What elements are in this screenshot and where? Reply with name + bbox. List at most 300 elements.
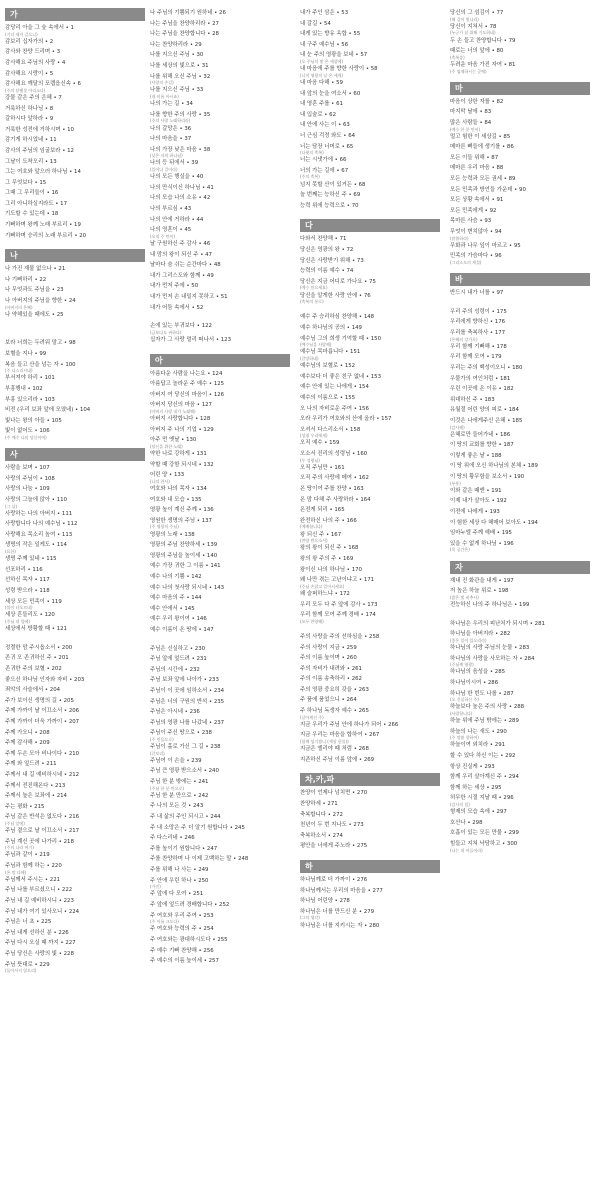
song-entry: 주님이 주신 땅으로 • 238: [150, 730, 212, 737]
song-entry: 선하신 목자 • 117: [5, 577, 50, 584]
song-entry: 예수 안에 있는 나에게 • 154: [300, 384, 369, 391]
song-entry: 감사와 찬양 드리며 • 3: [5, 49, 61, 56]
song-subtitle: (좋은 일이 있으리라): [450, 637, 487, 643]
song-entry: 나를 지으신 주님 • 30: [150, 52, 204, 59]
song-entry: 두 손 들고 찬양합니다 • 79: [450, 37, 516, 44]
section-header: 아: [150, 354, 290, 367]
song-entry: 함께 우리 살아계신 주 • 294: [450, 774, 519, 781]
song-entry: 아름다운 사람을 나는요 • 124: [150, 370, 223, 377]
song-subtitle: (성령 우리에게): [300, 433, 328, 439]
song-entry: 사랑합니다 나의 예수님 • 112: [5, 521, 78, 528]
song-entry: 하늘보다 높은 주의 사랑 • 288: [450, 704, 525, 711]
song-entry: 사랑의 그늘에 앉아 • 110: [5, 496, 67, 503]
song-entry: 생명의 작은 일케도 • 114: [5, 542, 67, 549]
song-subtitle: (예수님을 사랑해): [300, 342, 332, 348]
song-entry: 우리 모두 다 주 앞에 감사 • 173: [300, 601, 378, 608]
song-entry: 주님의 시간에 • 232: [150, 666, 200, 673]
index-section: [450, 561, 590, 611]
song-subtitle: (주의 사랑 노래하리라): [150, 118, 191, 124]
song-entry: 내 영혼 주를 • 61: [300, 101, 343, 108]
song-subtitle: (그리스도의 계절): [450, 260, 482, 265]
song-entry: 주님 같은 반석은 없도다 • 216: [5, 814, 80, 821]
song-entry: 이 험한 세상 다 헤매어 보아도 • 194: [450, 519, 538, 526]
song-subtitle: (가진): [150, 884, 161, 890]
song-entry: 주 다스리네 • 246: [150, 835, 195, 842]
song-entry: 나의 만식이신 하나님 • 41: [150, 184, 214, 191]
song-subtitle: (갈망하네): [300, 355, 319, 361]
song-entry: 우리 함께 모여 주께 경배 • 174: [300, 612, 376, 619]
song-entry: 주 하나님 독생자 예수 • 265: [300, 708, 369, 715]
song-entry: 주를 찬양하며 나 이제 고백하는 말 • 248: [150, 856, 249, 863]
song-entry: 나 약해있을 때에도 • 25: [5, 311, 64, 318]
song-entry: 무화과 나무 잎이 마르고 • 95: [450, 242, 521, 249]
song-entry: 오소서 진리의 성령님 • 160: [300, 451, 368, 458]
song-entry: 주께 가까이 더욱 가까이 • 207: [5, 718, 80, 725]
song-subtitle: (갈보리): [150, 750, 165, 756]
song-entry: 십자가 그 사랑 멀리 떠나서 • 123: [150, 336, 232, 343]
song-entry: 나의 안에 거하라 • 44: [150, 216, 204, 223]
song-entry: 힘들고 지쳐 낙담하고 • 300: [450, 840, 518, 847]
song-entry: 이전에 나에게 • 193: [450, 509, 500, 516]
song-entry: 주님이 이 곳에 임하소서 • 234: [150, 687, 225, 694]
song-entry: 주님은 아시네 • 236: [150, 709, 200, 716]
section-header: 차,카,파: [300, 773, 440, 786]
song-entry: 내가 어둠 속에서 • 52: [150, 304, 204, 311]
song-entry: 하나님께로 더 가까이 • 276: [300, 876, 368, 883]
song-subtitle: (온 맘 다해): [5, 869, 27, 875]
song-entry: 예수 가장 귀한 그 이름 • 141: [150, 563, 221, 570]
song-entry: 기뻐하며 왕께 노래 부르리 • 19: [5, 222, 81, 229]
index-section: [150, 354, 290, 636]
song-entry: 주님의 영광 나를 나갔네 • 237: [150, 719, 225, 726]
song-entry: 주님 한 분 밖에는 • 241: [150, 779, 209, 786]
song-entry: 부흥 있으리라 • 103: [5, 396, 55, 403]
song-entry: 주님 내게 선하신 분 • 226: [5, 929, 69, 936]
song-subtitle: (감사해): [450, 424, 465, 430]
song-entry: 어린 양 • 133: [150, 472, 185, 479]
song-subtitle: (내 이름 아시죠): [150, 93, 179, 99]
song-entry: 지금 우리는 마음을 합하여 • 267: [300, 732, 380, 739]
song-entry: 주의 이름 송축하리 • 262: [300, 676, 362, 683]
section-gap: [5, 328, 145, 338]
index-section: [300, 219, 440, 304]
song-entry: 하나님의 사랑을 사모하는 자 • 284: [450, 655, 535, 662]
song-entry: 주 앞에 엎드려 경배합니다 • 252: [150, 901, 230, 908]
song-entry: 하늘이여 외치라 • 291: [450, 742, 506, 749]
song-entry: 오 나의 자비로운 주여 • 156: [300, 405, 369, 412]
song-entry: 내 안에 사는 이 • 63: [300, 122, 350, 129]
song-entry: 이 땅의 황무함을 보소서 • 190: [450, 474, 525, 481]
song-entry: 능력 위에 능력으로 • 70: [300, 202, 359, 209]
song-entry: 온 맘 다해 주 사랑하라 • 164: [300, 496, 371, 503]
song-entry: 주님여 이 손을 • 239: [150, 757, 202, 764]
song-entry: 갈하시다 앞하라 • 9: [5, 116, 54, 123]
song-entry: 오직 주님만 • 161: [300, 464, 345, 471]
song-entry: 내 눈 주의 영광을 보네 • 57: [300, 52, 368, 59]
song-entry: 주 나의 모든 것 • 243: [150, 803, 204, 810]
song-subtitle: (예배합니다): [300, 524, 323, 530]
song-entry: 예수님의 보혈로 • 152: [300, 363, 356, 370]
song-entry: 목마른 사슴 • 93: [450, 218, 492, 225]
song-subtitle: (나의 찬사): [150, 478, 170, 484]
song-entry: 예수 나의 첫사랑 되시네 • 143: [150, 584, 225, 591]
song-entry: 왜 슬퍼하느냐 • 172: [300, 590, 350, 597]
song-subtitle: (밝은 빛 비추사): [450, 594, 479, 600]
song-entry: 두려운 마음 가진 자여 • 81: [450, 61, 516, 68]
song-subtitle: (주 영광의 주님): [150, 524, 179, 530]
song-entry: 호산나 • 298: [450, 819, 483, 826]
section-header: 자: [450, 561, 590, 574]
song-entry: 하나님이시여 • 286: [450, 679, 499, 686]
song-entry: 우리는 주의 백성이오니 • 180: [450, 364, 523, 371]
song-entry: 하나님을 아버지라 • 282: [450, 631, 511, 638]
song-subtitle: (주님 내 앞에): [5, 619, 30, 624]
song-entry: 세상 흔들리도 • 120: [5, 612, 55, 619]
song-subtitle: (은혜의 강가로): [450, 336, 478, 342]
song-entry: 영원한 생명의 주님 • 137: [150, 517, 212, 524]
song-entry: 모든 이들 위해 • 87: [450, 154, 499, 161]
song-entry: 주는 평화 • 215: [5, 803, 45, 810]
song-entry: 모든 상황 속에서 • 91: [450, 197, 504, 204]
song-entry: 선포하리 • 116: [5, 566, 43, 573]
song-subtitle: (불이 타오르네): [5, 605, 33, 611]
song-subtitle: (낮은 자의 하나님): [150, 153, 183, 159]
song-entry: 왕의 왕 주의 주 • 169: [300, 555, 354, 562]
song-entry: 감사해요 깨달의 포랩읍신속 • 6: [5, 81, 81, 88]
song-entry: 유월절 어린 양의 피로 • 184: [450, 407, 519, 414]
song-entry: 축복합니다 • 272: [300, 811, 343, 818]
song-entry: 하나님 어린양 • 278: [300, 898, 350, 905]
song-subtitle: (기녀 제자 같으니): [5, 31, 38, 37]
song-entry: 민족의 가슴마다 • 96: [450, 253, 502, 260]
index-section: [300, 860, 440, 931]
song-subtitle: (주 말씀 향하여): [450, 735, 479, 741]
song-entry: 예수 우리 왕이여 • 146: [150, 616, 207, 623]
song-entry: 천년이 두 번 지나도 • 273: [300, 822, 364, 829]
song-entry: 당신은 사랑받기 위해 • 73: [300, 257, 364, 264]
song-entry: 약한 나로 강하게 • 131: [150, 451, 207, 458]
song-entry: 이렇게 좋은 날 • 188: [450, 452, 502, 459]
song-entry: 지금은 엘리야 때 처럼 • 268: [300, 746, 369, 753]
song-subtitle: (주님 한 분 만으로): [150, 785, 184, 791]
song-entry: 너는 시냇가에 • 66: [300, 157, 347, 164]
section-header: 가: [5, 8, 145, 21]
song-subtitle: (오 주님의 빛 온 세상에): [300, 58, 343, 64]
song-entry: 함께 하는 세상 • 295: [450, 784, 502, 791]
song-entry: 그때 그 무리들이 • 16: [5, 190, 59, 197]
song-entry: 사랑하는 나의 아버지 • 111: [5, 510, 73, 517]
song-entry: 당신은 영광의 왕 • 72: [300, 247, 354, 254]
index-section: [150, 8, 290, 313]
song-entry: 오라 우리가 여호와의 산에 올라 • 157: [300, 416, 392, 423]
index-section: [450, 307, 590, 553]
song-entry: 부흥행내 • 102: [5, 385, 43, 392]
song-entry: 왕 되신 주 • 167: [300, 531, 342, 538]
song-entry: 영광의 주님 찬양하세 • 139: [150, 542, 218, 549]
song-entry: 기뻐하며 승리의 노래 부르리 • 20: [5, 232, 87, 239]
song-entry: 예수 마음의 주 • 144: [150, 595, 202, 602]
song-entry: 이 땅의 교회를 향한 • 187: [450, 442, 514, 449]
song-entry: 그날이 도착오리 • 13: [5, 158, 57, 165]
song-entry: 사람을 보며 • 107: [5, 465, 50, 472]
song-entry: 너 근심 걱정 와도 • 64: [300, 132, 356, 139]
song-entry: 사랑의 나눔 • 109: [5, 486, 50, 493]
song-entry: 놀 번째는 능하신 주 • 69: [300, 192, 361, 199]
song-entry: 예수 안에서 • 145: [150, 605, 195, 612]
song-entry: 나의 부르심 • 43: [150, 206, 192, 213]
song-entry: 날 구원하신 주 감사 • 46: [150, 241, 211, 247]
song-entry: 반드시 내가 너를 • 97: [450, 290, 504, 297]
song-subtitle: (주님 손잡고 일어서세요): [300, 583, 345, 589]
song-entry: 내 구주 예수님 • 56: [300, 41, 349, 48]
song-subtitle: (주님께 영광): [450, 662, 474, 668]
song-entry: 이와 같은 때엔 • 191: [450, 487, 502, 494]
song-entry: 그는 여호와 앞으러 하나님 • 14: [5, 169, 81, 176]
song-entry: 주를 위해 나 사는 • 249: [150, 866, 209, 873]
song-entry: 나의 가장 낮은 마음 • 38: [150, 146, 211, 153]
song-entry: 너의 가는 길에 • 67: [300, 167, 349, 174]
song-entry: 여호와 내 모습 • 135: [150, 496, 202, 503]
song-entry: 완전하신 나의 주 • 166: [300, 517, 357, 524]
song-subtitle: (그의 생각): [300, 915, 320, 921]
song-entry: 나는 찬양하리라 • 29: [150, 41, 202, 48]
song-subtitle: (예수 믿으세요): [300, 285, 328, 291]
index-section: [450, 619, 590, 853]
song-entry: 거룩한 성전에 거하시며 • 10: [5, 126, 74, 133]
section-header: 사: [5, 448, 145, 461]
song-entry: 주께서 높은 보좌에 • 214: [5, 793, 67, 800]
song-entry: 넘지 못할 산이 있거든 • 68: [300, 181, 366, 188]
song-entry: 왕의 왕이 되신 주 • 168: [300, 545, 359, 552]
song-entry: 성령 받으라 • 118: [5, 588, 50, 595]
song-subtitle: (오 신실하신 주): [450, 697, 479, 703]
song-entry: 우물가의 여인처럼 • 181: [450, 375, 511, 382]
song-entry: 나 아버지의 주님을 향한 • 24: [5, 298, 76, 305]
song-subtitle: (축복의 통로): [300, 299, 324, 305]
song-subtitle: (주 이름 크도다): [150, 919, 179, 925]
song-subtitle: (예수 한 분 만이): [450, 126, 481, 132]
song-entry: 부서져야 하리 • 101: [5, 375, 55, 382]
song-entry: 임마누엘 주께 예배 • 195: [450, 530, 512, 537]
index-section: [150, 321, 290, 345]
song-entry: 모든 민족과 방언들 가운데 • 90: [450, 186, 526, 193]
song-entry: 찬양하세 • 271: [300, 801, 338, 807]
song-entry: 내 맘의 왕이 되신 주 • 47: [150, 251, 212, 258]
song-subtitle: (우 성령님): [300, 457, 320, 463]
song-subtitle: (주 예수 나의 당신이여): [5, 434, 47, 440]
song-entry: 거룩하신 하나님 • 8: [5, 105, 54, 112]
song-entry: 내가 먼저 주에 • 50: [150, 283, 199, 290]
song-entry: 주님 앞에 엎드려 • 231: [150, 656, 207, 663]
song-entry: 주님 내 길 예비하시니 • 223: [5, 898, 74, 904]
song-entry: 존귀 오 존귀하신 주 • 201: [5, 655, 69, 662]
song-entry: 우리 함께 기뻐해 • 178: [450, 343, 507, 350]
song-entry: 이 땅 위에 오신 하나님의 본체 • 189: [450, 463, 538, 470]
song-entry: 내가 먼저 손 내밀지 못하고 • 51: [150, 293, 228, 300]
song-subtitle: (주의 축복): [300, 174, 320, 180]
song-entry: 보라 너희는 두려워 말고 • 98: [5, 340, 76, 347]
song-entry: 주님과 함께 하는 • 220: [5, 863, 62, 870]
song-entry: 아버지 사랑합니다 • 128: [150, 416, 211, 423]
song-subtitle: (누군가 널 위해 기도하네): [450, 30, 496, 36]
song-subtitle: (사랑합니다): [450, 710, 473, 716]
song-entry: 주 안에 우린 하나 • 250: [150, 877, 209, 884]
song-entry: 존귀한 주의 보혈 • 202: [5, 665, 62, 672]
index-column-4: [450, 8, 590, 861]
song-entry: 빛이 없어도 • 106: [5, 428, 50, 435]
song-entry: 그 무엇보다 • 15: [5, 179, 47, 186]
song-entry: 복음 들고 산을 넘는 자 • 100: [5, 361, 76, 368]
song-entry: 여호와 나의 목자 • 134: [150, 486, 207, 493]
song-subtitle: (일어나 걸어라): [150, 167, 178, 173]
song-entry: 기도할 수 있는데 • 18: [5, 211, 59, 218]
index-section: [5, 643, 145, 974]
song-entry: 주님 큰 영광 받으소서 • 240: [150, 768, 219, 775]
song-entry: 주님 곁으로 날 이끄소서 • 217: [5, 828, 80, 835]
song-entry: 주의 영광 중요히 갖을 • 263: [300, 686, 369, 693]
song-entry: 죄악의 사슬에서 • 204: [5, 687, 61, 694]
song-entry: 나의 모든 행실을 • 40: [150, 174, 204, 181]
song-entry: 축복하소서 • 274: [300, 832, 343, 839]
index-section: [5, 448, 145, 635]
song-entry: 예수 이름이 온 땅에 • 147: [150, 626, 214, 633]
song-entry: 우리 주의 성령이 • 175: [450, 308, 507, 315]
song-subtitle: (부흥): [450, 480, 461, 486]
song-entry: 하나님의 음성을 • 285: [450, 669, 506, 676]
song-entry: 우리에게 향하신 • 176: [450, 319, 506, 326]
song-entry: 나 주님의 기쁨되기 원하네 • 26: [150, 10, 226, 16]
song-entry: 모든 민족에게 • 92: [450, 207, 497, 214]
song-entry: 예수님 그의 희생 기억할 때 • 150: [300, 335, 382, 342]
song-entry: 전능하신 나의 주 하나님은 • 199: [450, 601, 530, 608]
song-entry: 사랑해요 목소리 높여 • 113: [5, 531, 73, 538]
song-entry: 예수 하나님의 공의 • 149: [300, 324, 362, 331]
song-entry: 감보리 십자가의 • 2: [5, 38, 54, 45]
song-entry: 주 내 삶의 주인 되시고 • 244: [150, 814, 221, 820]
song-entry: 빛나는 왕의 아들 • 105: [5, 417, 62, 424]
song-entry: 주 여호와는 광대하시도다 • 255: [150, 936, 228, 943]
song-entry: 내가 그리스도와 함께 • 49: [150, 272, 214, 279]
song-entry: 나를 세상의 빛으로 • 31: [150, 62, 209, 69]
song-entry: 하늘 위에 주님 밖에는 • 289: [450, 718, 519, 725]
song-entry: 호흡이 있는 모든 만물 • 299: [450, 830, 519, 837]
song-subtitle: (아버지 사랑 내가 노래해): [150, 408, 196, 414]
song-entry: 주가 보이신 생명의 길 • 205: [5, 697, 74, 704]
song-subtitle: (너의 영광의 날 온 세계): [300, 72, 343, 78]
song-subtitle: (오직 주 만이): [150, 233, 175, 239]
song-entry: 주님과 같이 • 219: [5, 852, 50, 859]
song-subtitle: (축복송): [450, 54, 465, 60]
song-entry: 하나님의 사랑 주님의 눈물 • 283: [450, 644, 530, 651]
song-entry: 마음이 상한 자를 • 82: [450, 98, 504, 105]
song-entry: 아버지 당신의 마음 • 127: [150, 402, 212, 409]
song-entry: 내 입술로 • 62: [300, 111, 337, 118]
section-header: 마: [450, 82, 590, 95]
song-entry: 찬양이 언제나 넘치면 • 270: [300, 790, 368, 797]
index-section: [300, 773, 440, 852]
song-entry: 온전케 되리 • 165: [300, 507, 345, 514]
song-entry: 세상 모든 민족이 • 119: [5, 598, 62, 605]
song-subtitle: (주의 달램물 아리소다): [5, 87, 46, 93]
song-entry: 예수님 목마릅니다 • 151: [300, 349, 361, 356]
song-entry: 하나님은 너를 지키시는 자 • 280: [300, 922, 380, 929]
song-entry: 주님 한 분 만으로 • 242: [150, 792, 209, 799]
song-entry: 주 예수 기뻐 찬양해 • 256: [150, 947, 214, 954]
song-subtitle: (함께 섬기겠니 (세상 헌물)): [300, 739, 349, 745]
song-entry: 주께 가오니 • 208: [5, 729, 50, 736]
song-entry: 형제의 모습 속에 • 297: [450, 809, 507, 816]
song-entry: 주 내 소망은 주 더 알기 원합니다 • 245: [150, 824, 245, 831]
song-entry: 주의 사랑을 주의 선하심을 • 258: [300, 633, 380, 640]
song-entry: 메마른 뼈들에 생기를 • 86: [450, 144, 514, 151]
song-entry: 이제 내가 살아도 • 192: [450, 498, 507, 505]
song-entry: 예수보다 더 좋은 친구 없네 • 153: [300, 373, 382, 380]
song-entry: 당신은 지금 어디로 가나요 • 75: [300, 278, 376, 285]
song-entry: 무엇이 변치않아 • 94: [450, 229, 502, 236]
song-entry: 나를 지으신 주님 • 33: [150, 87, 204, 94]
song-entry: 손에 있는 부귀보다 • 122: [150, 323, 212, 330]
song-subtitle: (주님 앞에): [5, 820, 25, 826]
song-entry: 멀고 험한 이 세상길 • 85: [450, 133, 511, 140]
song-entry: 나를 향한 주의 사랑 • 35: [150, 111, 211, 118]
song-entry: 우리 함께 모여 • 179: [450, 354, 502, 361]
song-entry: 보혈을 지나 • 99: [5, 351, 47, 357]
section-header: 나: [5, 249, 145, 262]
index-section: [300, 632, 440, 766]
song-entry: 감기게 하시었네 • 11: [5, 137, 57, 144]
song-entry: 지존하신 주님 이름 앞에 • 269: [300, 756, 375, 763]
song-entry: 주님 당신은 사랑의 빛 • 228: [5, 950, 74, 957]
song-subtitle: (그 날): [5, 503, 18, 509]
song-entry: 나를 위해 오신 주님 • 32: [150, 73, 211, 80]
song-entry: 주님 계신 곳에 나가리 • 218: [5, 838, 74, 845]
song-entry: 오직 예수 • 159: [300, 440, 340, 447]
section-header: 다: [300, 219, 440, 232]
song-entry: 당신의 그 섬김이 • 77: [450, 10, 504, 16]
song-entry: 나의 마음을 • 37: [150, 136, 192, 143]
song-entry: 예수 나의 기쁨 • 142: [150, 573, 202, 580]
song-entry: 내 앞의 눈을 여소서 • 60: [300, 90, 361, 97]
song-entry: 우리를 축복하사 • 177: [450, 329, 506, 336]
index-section: [5, 328, 145, 440]
song-entry: 저 높은 하늘 위로 • 198: [450, 588, 509, 595]
song-entry: 재내 진 화관을 내게 • 197: [450, 577, 514, 584]
index-column-3: [300, 8, 440, 939]
index-section: [5, 249, 145, 320]
song-entry: 주 여호와 능력의 주 • 254: [150, 926, 214, 933]
song-entry: 주께 와 엎드려 • 211: [5, 761, 57, 768]
song-entry: 너는 담장 너머로 • 65: [300, 143, 354, 150]
song-entry: 많은 사람들 • 84: [450, 119, 492, 126]
song-subtitle: (아버지의 은혜): [5, 304, 33, 310]
song-entry: 감사의 주님의 임굴보라 • 12: [5, 147, 74, 154]
song-entry: 주께서 전진해온다 • 213: [5, 782, 66, 789]
song-subtitle: (돌아서지 않으리): [5, 968, 37, 974]
song-entry: 하나님 한 번도 나를 • 287: [450, 690, 514, 697]
song-entry: 오셔서 다스리소서 • 158: [300, 426, 361, 433]
song-entry: 나의 영혼이 • 45: [150, 227, 192, 234]
song-entry: 주님께서 주시는 • 221: [5, 876, 61, 883]
song-subtitle: (사랑의 손길): [150, 80, 174, 86]
song-entry: 지금 우리가 주님 안에 하나가 되어 • 266: [300, 721, 399, 728]
song-entry: 온 땅이여 주를 찬양 • 163: [300, 486, 364, 493]
song-entry: 나 무엇과도 주님을 • 23: [5, 287, 64, 294]
song-subtitle: (요한): [5, 549, 16, 555]
song-entry: 주의 사랑이 지금 • 259: [300, 644, 357, 651]
index-column-1: [5, 8, 145, 981]
index-section: [450, 8, 590, 74]
song-entry: 주님은 너 초 • 225: [5, 919, 52, 926]
